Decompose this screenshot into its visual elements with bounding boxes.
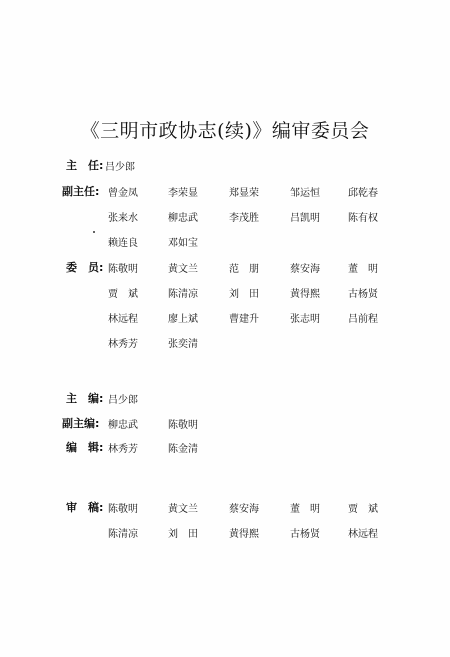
member-name: 吕前程	[348, 314, 378, 325]
members-label: 委 员:	[66, 261, 104, 274]
vice-chair-name: 邱乾春	[348, 188, 378, 199]
member-name: 张奕清	[168, 339, 198, 350]
reviewer-name: 陈清凉	[108, 529, 138, 540]
chief-editor-name: 吕少郎	[108, 395, 138, 406]
vice-chair-name: 李荣显	[168, 188, 198, 199]
editor-name: 陈金清	[168, 444, 198, 455]
reviewer-name: 古杨贤	[290, 529, 320, 540]
chair-label: 主 任:	[66, 159, 104, 172]
vice-chair-name: 邓如宝	[168, 238, 198, 249]
member-name: 黄文兰	[168, 264, 198, 275]
member-name: 陈清凉	[168, 289, 198, 300]
member-name: 黄得熙	[290, 289, 320, 300]
member-name: 林远程	[108, 314, 138, 325]
page-title: 《三明市政协志(续)》编审委员会	[80, 120, 370, 142]
member-name: 董 明	[348, 264, 378, 275]
vice-chair-name: 郑显荣	[229, 188, 259, 199]
reviewer-name: 贾 斌	[348, 504, 378, 515]
editor-name: 林秀芳	[108, 444, 138, 455]
reviewer-name: 黄得熙	[229, 529, 259, 540]
vice-chair-name: 李茂胜	[229, 213, 259, 224]
deputy-editor-name: 陈敬明	[168, 420, 198, 431]
vice-chair-label: 副主任:	[62, 185, 100, 198]
deputy-editor-label: 副主编:	[62, 417, 100, 430]
vice-chair-name: 曾金凤	[108, 188, 138, 199]
member-name: 范 朋	[229, 264, 259, 275]
vice-chair-name: 吕凯明	[290, 213, 320, 224]
reviewer-name: 蔡安海	[229, 504, 259, 515]
chief-editor-label: 主 编:	[66, 392, 104, 405]
vice-chair-name: 赖连良	[108, 238, 138, 249]
member-name: 古杨贤	[348, 289, 378, 300]
member-name: 陈敬明	[108, 264, 138, 275]
deputy-editor-name: 柳忠武	[108, 420, 138, 431]
vice-chair-name: 陈有权	[348, 213, 378, 224]
reviewers-label: 审 稿:	[66, 501, 104, 514]
member-name: 蔡安海	[290, 264, 320, 275]
member-name: 曹建升	[229, 314, 259, 325]
reviewer-name: 林远程	[348, 529, 378, 540]
member-name: 林秀芳	[108, 339, 138, 350]
reviewer-name: 刘 田	[168, 529, 198, 540]
chair-name: 吕少郎	[105, 162, 135, 173]
reviewer-name: 陈敬明	[108, 504, 138, 515]
reviewer-name: 董 明	[290, 504, 320, 515]
editor-label: 编 辑:	[66, 441, 104, 454]
vice-chair-name: 柳忠武	[168, 213, 198, 224]
vice-chair-name: 张来水	[108, 213, 138, 224]
vice-chair-name: 邹运恒	[290, 188, 320, 199]
speck-mark	[93, 231, 95, 233]
reviewer-name: 黄文兰	[168, 504, 198, 515]
member-name: 张志明	[290, 314, 320, 325]
member-name: 贾 斌	[108, 289, 138, 300]
member-name: 刘 田	[229, 289, 259, 300]
member-name: 廖上斌	[168, 314, 198, 325]
